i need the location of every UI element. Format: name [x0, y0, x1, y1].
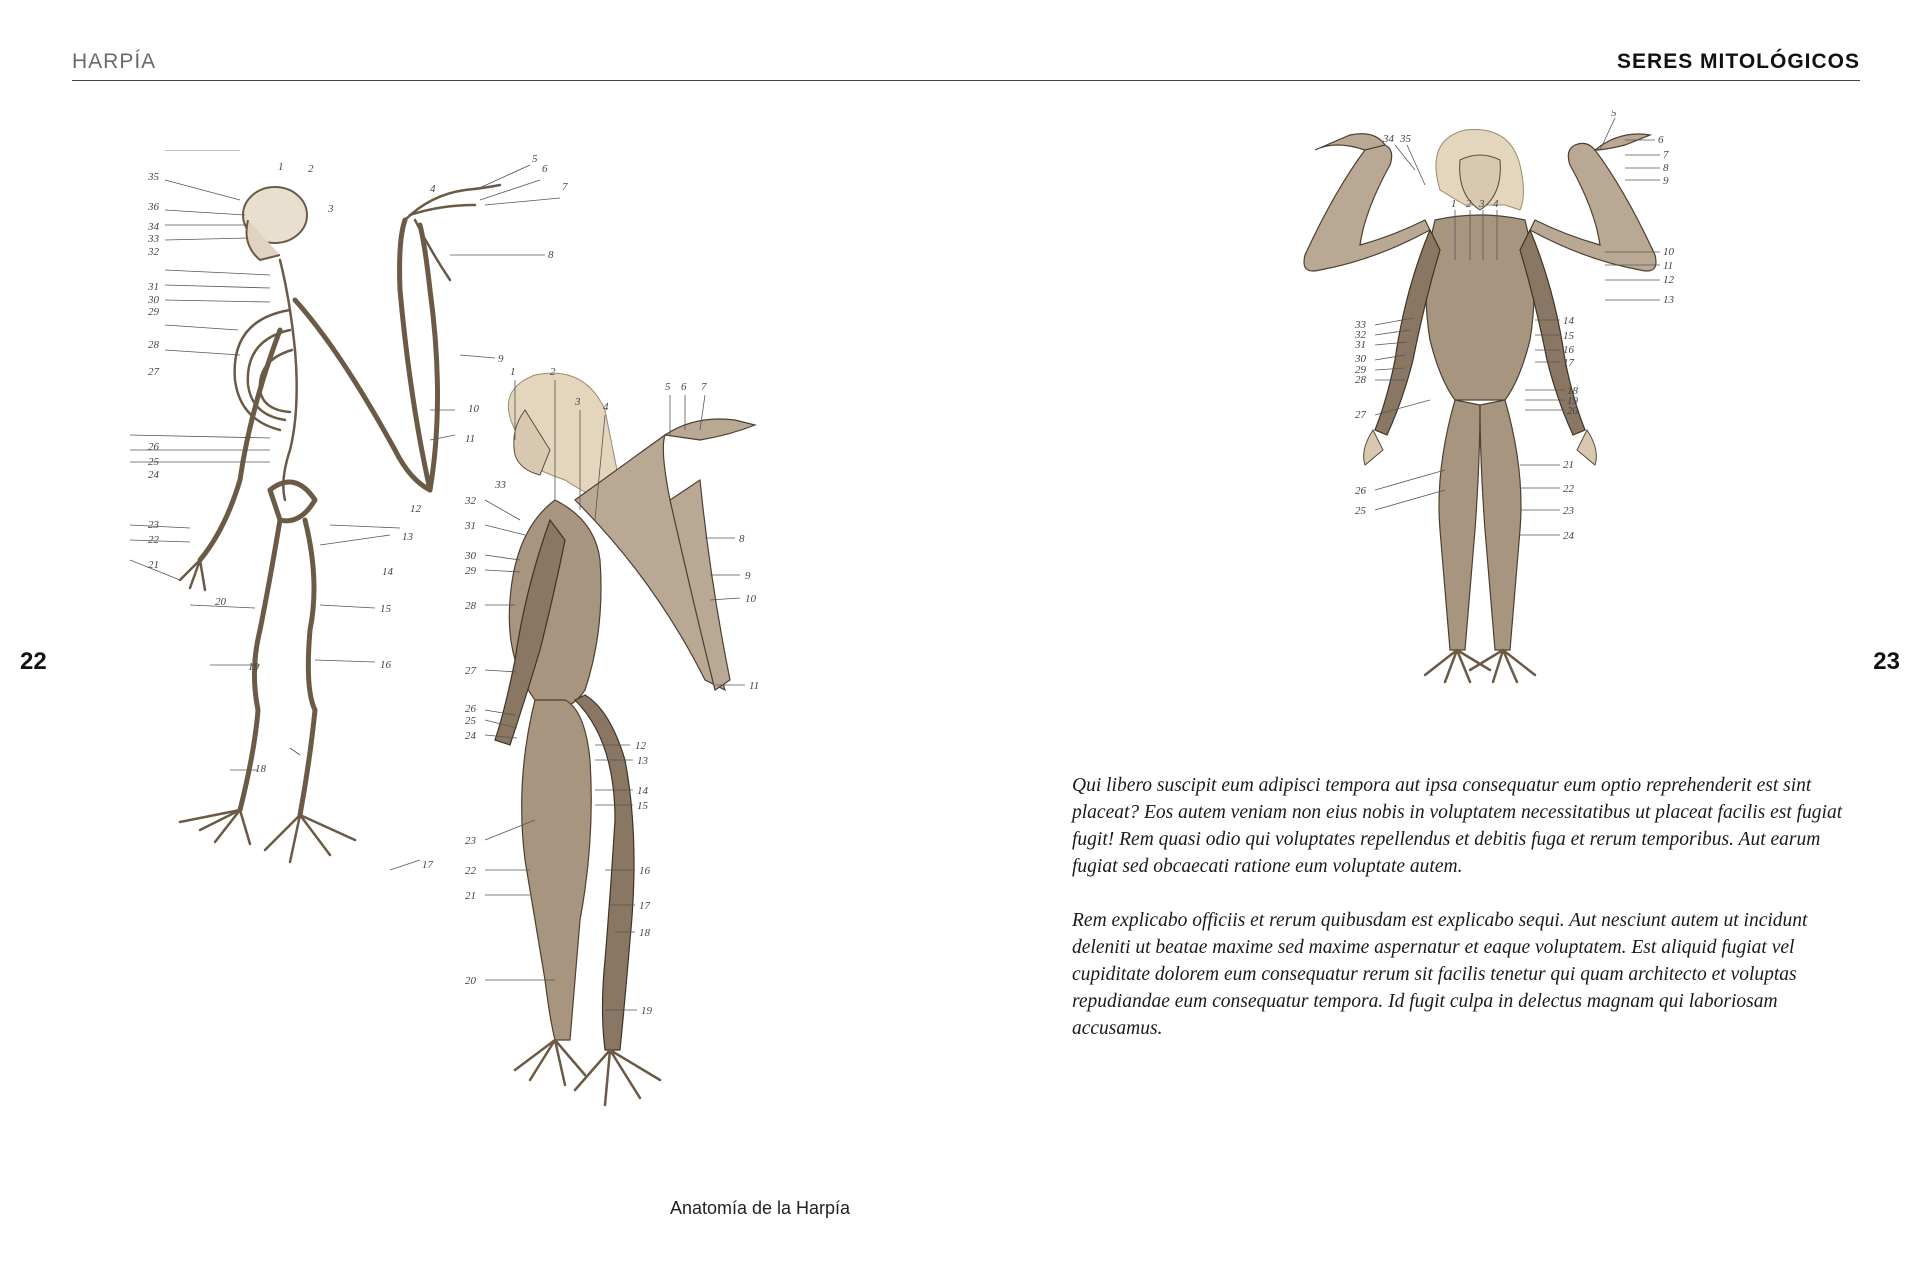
svg-text:2: 2: [550, 366, 556, 378]
running-header-right: SERES MITOLÓGICOS: [1617, 50, 1860, 73]
svg-text:27: 27: [1355, 409, 1366, 421]
header-rule: [72, 80, 1860, 81]
svg-text:20: 20: [465, 975, 476, 987]
svg-text:25: 25: [1355, 505, 1366, 517]
svg-text:5: 5: [1611, 110, 1617, 119]
svg-text:36: 36: [148, 201, 159, 213]
svg-text:27: 27: [465, 665, 476, 677]
svg-text:8: 8: [739, 533, 745, 545]
svg-text:12: 12: [1663, 274, 1674, 286]
svg-text:33: 33: [1355, 319, 1366, 331]
page-number-left: 22: [20, 648, 47, 675]
svg-text:8: 8: [1663, 162, 1669, 174]
muscle-side-drawing: [495, 373, 755, 1105]
svg-text:24: 24: [1563, 530, 1574, 542]
svg-text:15: 15: [380, 603, 391, 615]
svg-text:9: 9: [498, 353, 504, 365]
svg-text:24: 24: [148, 469, 159, 481]
svg-text:2: 2: [1466, 198, 1472, 210]
svg-text:29: 29: [465, 565, 476, 577]
svg-text:13: 13: [637, 755, 648, 767]
harpy-muscle-front-illustration: [1265, 110, 1705, 710]
svg-text:32: 32: [465, 495, 476, 507]
svg-text:18: 18: [255, 763, 266, 775]
svg-text:14: 14: [382, 566, 393, 578]
svg-text:30: 30: [148, 294, 159, 306]
svg-text:34: 34: [1383, 133, 1394, 145]
svg-text:10: 10: [745, 593, 756, 605]
svg-text:4: 4: [1493, 198, 1499, 210]
svg-text:22: 22: [465, 865, 476, 877]
svg-text:31: 31: [1355, 339, 1366, 351]
body-text: [1072, 772, 1858, 1069]
svg-text:11: 11: [749, 680, 760, 692]
svg-text:9: 9: [745, 570, 751, 582]
svg-text:26: 26: [1355, 485, 1366, 497]
svg-text:14: 14: [637, 785, 648, 797]
svg-text:10: 10: [468, 403, 479, 415]
svg-text:20: 20: [215, 596, 226, 608]
svg-text:6: 6: [681, 381, 687, 393]
svg-text:32: 32: [1355, 329, 1366, 341]
svg-text:1: 1: [278, 161, 284, 173]
svg-text:7: 7: [1663, 149, 1669, 161]
svg-text:6: 6: [542, 163, 548, 175]
svg-text:35: 35: [148, 171, 159, 183]
svg-text:6: 6: [1658, 134, 1664, 146]
svg-text:22: 22: [148, 534, 159, 546]
figure-caption: Anatomía de la Harpía: [669, 1198, 851, 1218]
svg-text:7: 7: [562, 181, 568, 193]
svg-text:34: 34: [148, 221, 159, 233]
svg-text:33: 33: [495, 479, 506, 491]
svg-text:21: 21: [1563, 459, 1574, 471]
svg-text:10: 10: [1663, 246, 1674, 258]
svg-text:20: 20: [1567, 405, 1578, 417]
svg-text:22: 22: [1563, 483, 1574, 495]
svg-text:8: 8: [548, 249, 554, 261]
svg-text:3: 3: [328, 203, 334, 215]
svg-text:2: 2: [308, 163, 314, 175]
svg-text:14: 14: [1563, 315, 1574, 327]
svg-text:23: 23: [465, 835, 476, 847]
svg-text:27: 27: [148, 366, 159, 378]
svg-text:21: 21: [148, 559, 159, 571]
svg-text:19: 19: [1567, 395, 1578, 407]
paragraph: Rem explicabo officiis et rerum quibusdam est explicabo sequi. Aut nesciunt autem ut incidunt deleniti ut beatae maxime sed maxime aspernatur et eaque voluptatem. Est aliquid fugiat vel cupiditate dolorem eum consequatur rerum sit facilis tenetur qui quam architecto et voluptas repudiandae eum consequatur tempora. Id fugit culpa in delectus magnam qui laboriosam accusamus.: [1072, 910, 1808, 1039]
svg-text:17: 17: [422, 859, 433, 871]
running-header-left: HARPÍA: [72, 50, 157, 73]
svg-text:26: 26: [148, 441, 159, 453]
svg-text:25: 25: [148, 456, 159, 468]
svg-text:29: 29: [148, 306, 159, 318]
svg-text:23: 23: [148, 519, 159, 531]
svg-text:3: 3: [575, 396, 581, 408]
svg-text:30: 30: [1355, 353, 1366, 365]
svg-text:28: 28: [465, 600, 476, 612]
svg-text:13: 13: [402, 531, 413, 543]
svg-text:13: 13: [1663, 294, 1674, 306]
svg-text:7: 7: [701, 381, 707, 393]
paragraph: Qui libero suscipit eum adipisci tempora aut ipsa consequatur eum optio reprehenderit est sint placeat? Eos autem veniam non eius nobis in voluptatem necessitatibus ut placeat facilis est fugiat fugit! Rem quasi odio qui voluptates repellendus et debitis fuga et rerum temporibus. Aut earum fugiat sed obcaecati ratione eum voluptate autem.: [1072, 775, 1843, 877]
svg-text:28: 28: [148, 339, 159, 351]
svg-text:4: 4: [603, 401, 609, 413]
svg-text:16: 16: [380, 659, 391, 671]
svg-text:3: 3: [1479, 198, 1485, 210]
muscle-front-drawing: [1304, 129, 1656, 682]
svg-text:4: 4: [430, 183, 436, 195]
svg-text:32: 32: [148, 246, 159, 258]
svg-text:33: 33: [148, 233, 159, 245]
svg-text:25: 25: [465, 715, 476, 727]
svg-text:11: 11: [1663, 260, 1674, 272]
svg-text:1: 1: [510, 366, 516, 378]
svg-text:24: 24: [465, 730, 476, 742]
svg-text:5: 5: [532, 153, 538, 165]
page-number-right: 23: [1873, 648, 1900, 675]
svg-text:16: 16: [639, 865, 650, 877]
svg-text:15: 15: [637, 800, 648, 812]
svg-text:18: 18: [1567, 385, 1578, 397]
svg-text:35: 35: [1400, 133, 1411, 145]
svg-text:12: 12: [410, 503, 421, 515]
svg-text:17: 17: [639, 900, 650, 912]
svg-text:31: 31: [465, 520, 476, 532]
svg-text:21: 21: [465, 890, 476, 902]
svg-text:9: 9: [1663, 175, 1669, 187]
svg-text:31: 31: [148, 281, 159, 293]
svg-text:19: 19: [248, 661, 259, 673]
svg-text:16: 16: [1563, 344, 1574, 356]
svg-text:23: 23: [1563, 505, 1574, 517]
svg-text:19: 19: [641, 1005, 652, 1017]
harpy-muscle-side-illustration: [455, 360, 835, 1140]
svg-text:12: 12: [635, 740, 646, 752]
svg-text:1: 1: [1451, 198, 1457, 210]
svg-text:11: 11: [465, 433, 476, 445]
svg-text:29: 29: [1355, 364, 1366, 376]
svg-text:5: 5: [665, 381, 671, 393]
svg-text:28: 28: [1355, 374, 1366, 386]
svg-text:18: 18: [639, 927, 650, 939]
svg-text:17: 17: [1563, 357, 1574, 369]
svg-text:15: 15: [1563, 330, 1574, 342]
svg-text:26: 26: [465, 703, 476, 715]
svg-text:30: 30: [465, 550, 476, 562]
